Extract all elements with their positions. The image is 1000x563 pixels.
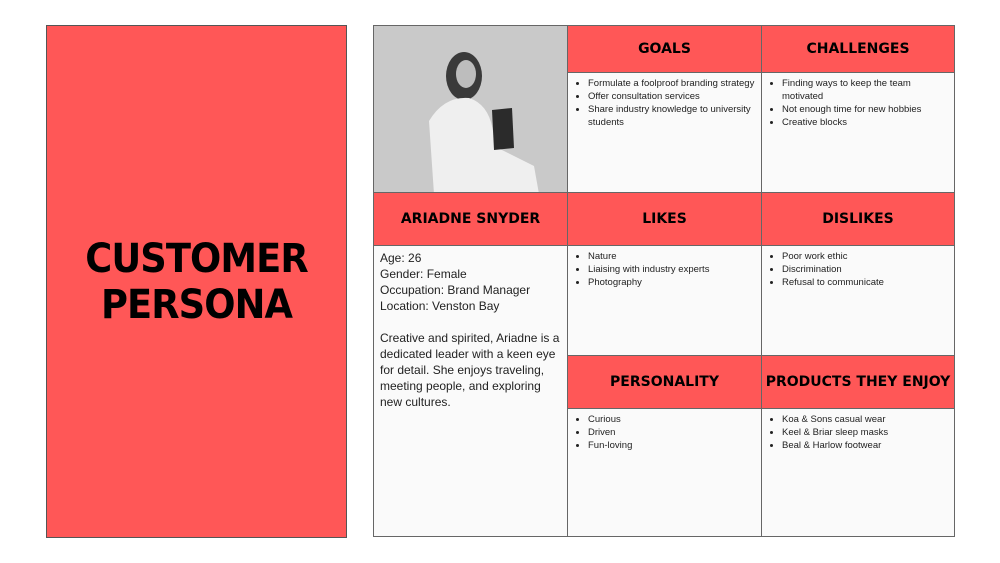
list-item: • Not enough time for new hobbies [782, 103, 948, 116]
list-item: • Formulate a foolproof branding strategy [588, 77, 755, 90]
list-item: • Finding ways to keep the team motivated [782, 77, 948, 103]
products-content [761, 408, 955, 537]
list-item: • Keel & Briar sleep masks [782, 426, 948, 439]
likes-header: LIKES [567, 192, 762, 246]
list-item: • Beal & Harlow footwear [782, 439, 948, 452]
persona-location: Location: Venston Bay [380, 299, 500, 313]
persona-photo-illustration [374, 26, 568, 193]
persona-occupation: Occupation: Brand Manager [380, 283, 531, 297]
dislikes-header: DISLIKES [761, 192, 955, 246]
list-item: • Poor work ethic [782, 250, 948, 263]
personality-list [568, 409, 761, 452]
challenges-header: CHALLENGES [761, 25, 955, 73]
list-item: • Curious [588, 413, 755, 426]
persona-gender: Gender: Female [380, 267, 467, 281]
list-item: • Offer consultation services [588, 90, 755, 103]
page-title: CUSTOMER PERSONA [85, 235, 308, 328]
persona-photo [373, 25, 568, 193]
persona-bio: Creative and spirited, Ariadne is a dedicated leader with a keen eye for detail. She enjoys traveling, meeting people, and exploring new cultures. [380, 331, 560, 409]
dislikes-list [762, 246, 954, 289]
list-item: • Creative blocks [782, 116, 948, 129]
list-item: • Discrimination [782, 263, 948, 276]
personality-header: PERSONALITY [567, 355, 762, 409]
challenges-list [762, 73, 954, 129]
products-list [762, 409, 954, 452]
list-item: • Driven [588, 426, 755, 439]
persona-age: Age: 26 [380, 251, 422, 265]
list-item: • Share industry knowledge to university students [588, 103, 755, 129]
dislikes-content [761, 245, 955, 356]
products-header: PRODUCTS THEY ENJOY [761, 355, 955, 409]
list-item: • Photography [588, 276, 755, 289]
persona-name-header: ARIADNE SNYDER [373, 192, 568, 246]
likes-list [568, 246, 761, 289]
goals-content [567, 72, 762, 193]
persona-info [373, 245, 568, 537]
personality-content [567, 408, 762, 537]
goals-header: GOALS [567, 25, 762, 73]
list-item: • Refusal to communicate [782, 276, 948, 289]
list-item: • Liaising with industry experts [588, 263, 755, 276]
list-item: • Fun-loving [588, 439, 755, 452]
title-panel [46, 25, 347, 538]
list-item: • Nature [588, 250, 755, 263]
list-item: • Koa & Sons casual wear [782, 413, 948, 426]
likes-content [567, 245, 762, 356]
challenges-content [761, 72, 955, 193]
goals-list [568, 73, 761, 129]
